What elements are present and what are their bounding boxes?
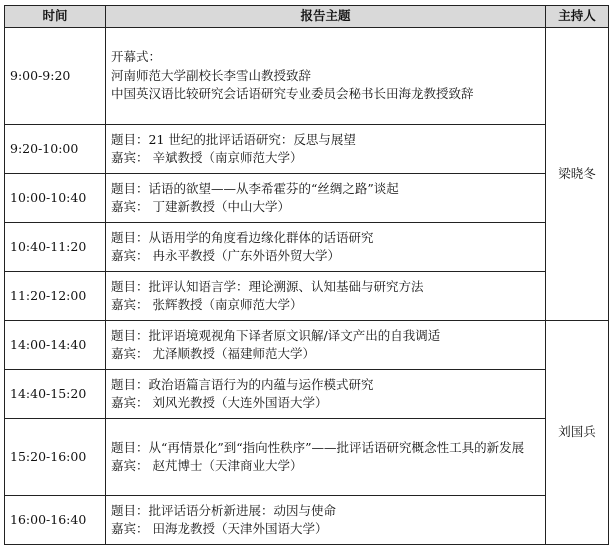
- time-cell: 15:20-16:00: [5, 419, 106, 496]
- content-line: 嘉宾： 刘风光教授（大连外国语大学）: [111, 395, 328, 410]
- content-line: 题目：政治语篇言语行为的内蕴与运作模式研究: [111, 376, 374, 392]
- time-cell: 9:00-9:20: [5, 28, 106, 125]
- content-line: 嘉宾： 冉永平教授（广东外语外贸大学）: [111, 248, 340, 263]
- table-row: [5, 174, 609, 223]
- content-line: 题目：批评认知语言学：理论溯源、认知基础与研究方法: [111, 278, 424, 294]
- time-cell: 10:00-10:40: [5, 174, 106, 223]
- content-line: 嘉宾： 田海龙教授（天津外国语大学）: [111, 521, 328, 536]
- time-cell: 11:20-12:00: [5, 272, 106, 321]
- table-row: [5, 223, 609, 272]
- content-line: 题目：21 世纪的批评话语研究：反思与展望: [111, 131, 356, 147]
- topic-cell: [106, 174, 546, 223]
- content-line: 开幕式：: [111, 49, 162, 65]
- table-row: [5, 321, 609, 370]
- time-cell: 16:00-16:40: [5, 496, 106, 545]
- table-row: [5, 419, 609, 496]
- topic-cell: [106, 496, 546, 545]
- time-cell: 9:20-10:00: [5, 125, 106, 174]
- table-row: [5, 28, 609, 125]
- topic-cell: [106, 272, 546, 321]
- topic-cell: [106, 28, 546, 125]
- header-host: 主持人: [546, 6, 609, 28]
- table-row: [5, 125, 609, 174]
- time-cell: 10:40-11:20: [5, 223, 106, 272]
- time-cell: 14:00-14:40: [5, 321, 106, 370]
- content-line: 河南师范大学副校长李雪山教授致辞: [111, 67, 312, 83]
- content-line: 嘉宾： 丁建新教授（中山大学）: [111, 199, 290, 214]
- content-line: 题目：从语用学的角度看边缘化群体的话语研究: [111, 229, 374, 245]
- content-line: 题目：话语的欲望——从李希霍芬的“丝绸之路”谈起: [111, 180, 399, 196]
- content-line: 嘉宾： 辛斌教授（南京师范大学）: [111, 150, 303, 165]
- header-time: 时间: [5, 6, 106, 28]
- content-line: 嘉宾： 尤泽顺教授（福建师范大学）: [111, 346, 315, 361]
- table-row: [5, 370, 609, 419]
- schedule-table: [4, 5, 609, 545]
- host-cell: 刘国兵: [546, 321, 609, 545]
- topic-cell: [106, 321, 546, 370]
- topic-cell: [106, 370, 546, 419]
- content-line: 嘉宾： 赵芃博士（天津商业大学）: [111, 458, 303, 473]
- topic-cell: [106, 125, 546, 174]
- content-line: 中国英汉语比较研究会话语研究专业委员会秘书长田海龙教授致辞: [111, 86, 474, 102]
- time-cell: 14:40-15:20: [5, 370, 106, 419]
- host-cell: 梁晓冬: [546, 28, 609, 321]
- table-row: [5, 272, 609, 321]
- header-row: [5, 6, 609, 28]
- content-line: 题目：批评语境观视角下译者原文识解/译文产出的自我调适: [111, 327, 441, 343]
- content-line: 嘉宾： 张辉教授（南京师范大学）: [111, 297, 303, 312]
- content-line: 题目：批评话语分析新进展：动因与使命: [111, 502, 337, 518]
- topic-cell: [106, 223, 546, 272]
- header-topic: 报告主题: [106, 6, 546, 28]
- table-row: [5, 496, 609, 545]
- topic-cell: [106, 419, 546, 496]
- content-line: 题目：从“再情景化”到“指向性秩序”——批评话语研究概念性工具的新发展: [111, 439, 525, 455]
